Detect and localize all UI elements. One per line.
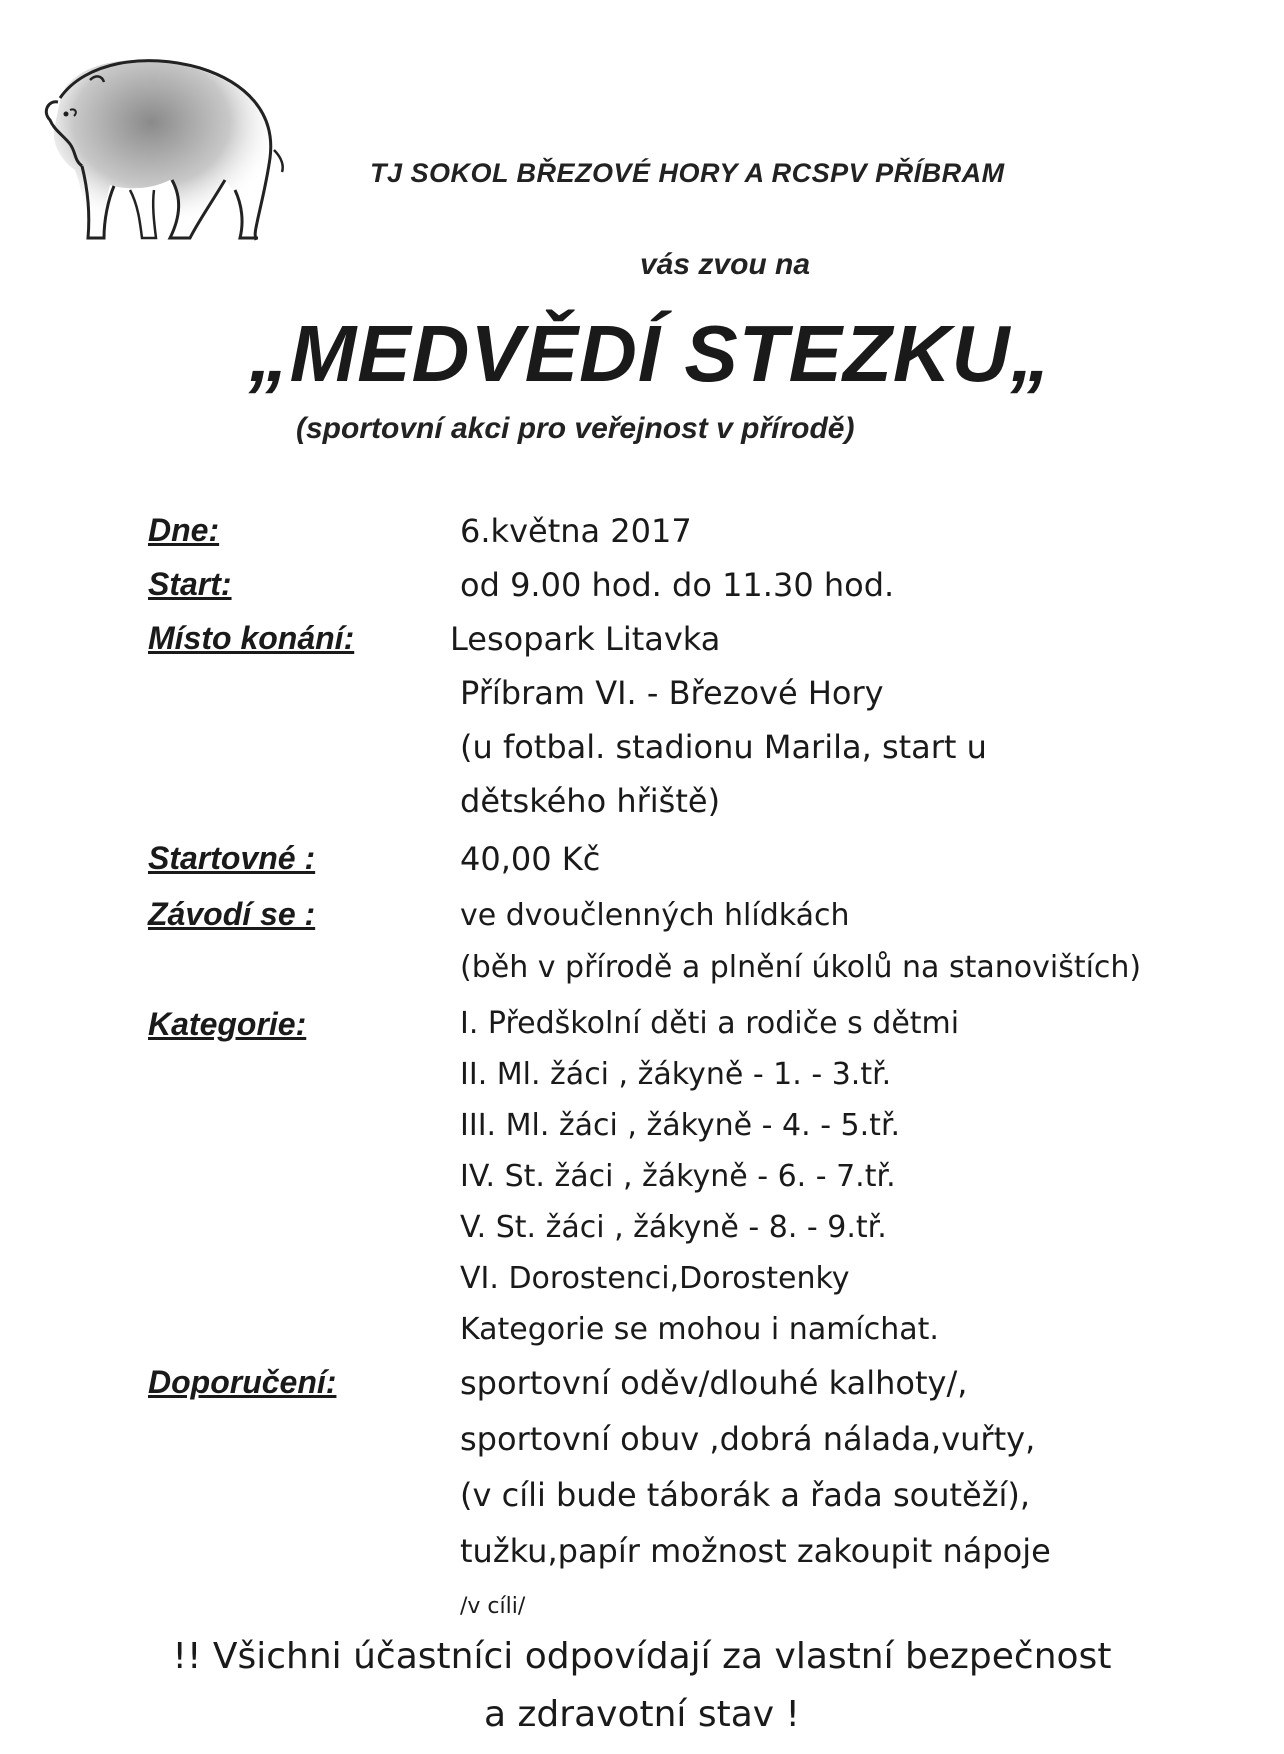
recommendation-line: tužku,papír možnost zakoupit nápoje: [460, 1532, 1051, 1570]
date-value: 6.května 2017: [460, 512, 692, 550]
category-line: V. St. žáci , žákyně - 8. - 9.tř.: [460, 1210, 887, 1245]
start-value: od 9.00 hod. do 11.30 hod.: [460, 566, 895, 604]
bear-illustration: [30, 40, 310, 250]
category-note: Kategorie se mohou i namíchat.: [460, 1312, 939, 1347]
place-line: (u fotbal. stadionu Marila, start u: [460, 728, 987, 766]
safety-warning: !! Všichni účastníci odpovídají za vlastní bezpečnost: [172, 1636, 1112, 1677]
invite-text: vás zvou na: [640, 248, 811, 281]
event-subtitle: (sportovní akci pro veřejnost v přírodě): [296, 412, 855, 445]
race-line: (běh v přírodě a plnění úkolů na stanovištích): [460, 950, 1142, 985]
recommendation-line: sportovní obuv ,dobrá nálada,vuřty,: [460, 1420, 1036, 1458]
category-label: Kategorie:: [148, 1006, 307, 1042]
fee-value: 40,00 Kč: [460, 840, 601, 878]
start-label: Start:: [148, 566, 232, 602]
category-line: I. Předškolní děti a rodiče s dětmi: [460, 1006, 960, 1041]
category-line: II. Ml. žáci , žákyně - 1. - 3.tř.: [460, 1057, 892, 1092]
fee-label: Startovné :: [148, 840, 316, 876]
recommendation-label: Doporučení:: [148, 1364, 337, 1400]
place-line: Lesopark Litavka: [450, 620, 721, 658]
recommendation-line: (v cíli bude táborák a řada soutěží),: [460, 1476, 1031, 1514]
category-line: III. Ml. žáci , žákyně - 4. - 5.tř.: [460, 1108, 901, 1143]
race-label: Závodí se :: [148, 896, 316, 932]
recommendation-line: /v cíli/: [460, 1594, 526, 1619]
place-line: Příbram VI. - Březové Hory: [460, 674, 884, 712]
recommendation-line: sportovní oděv/dlouhé kalhoty/,: [460, 1364, 968, 1402]
place-label: Místo konání:: [148, 620, 355, 656]
event-title: „MEDVĚDÍ STEZKU„: [248, 309, 1052, 398]
organizers-heading: TJ SOKOL BŘEZOVÉ HORY A RCSPV PŘÍBRAM: [370, 158, 1005, 188]
safety-warning-cont: a zdravotní stav !: [484, 1694, 800, 1735]
place-line: dětského hřiště): [460, 782, 721, 820]
category-line: IV. St. žáci , žákyně - 6. - 7.tř.: [460, 1159, 896, 1194]
category-line: VI. Dorostenci,Dorostenky: [460, 1261, 850, 1296]
date-label: Dne:: [148, 512, 220, 548]
race-line: ve dvoučlenných hlídkách: [460, 898, 850, 933]
